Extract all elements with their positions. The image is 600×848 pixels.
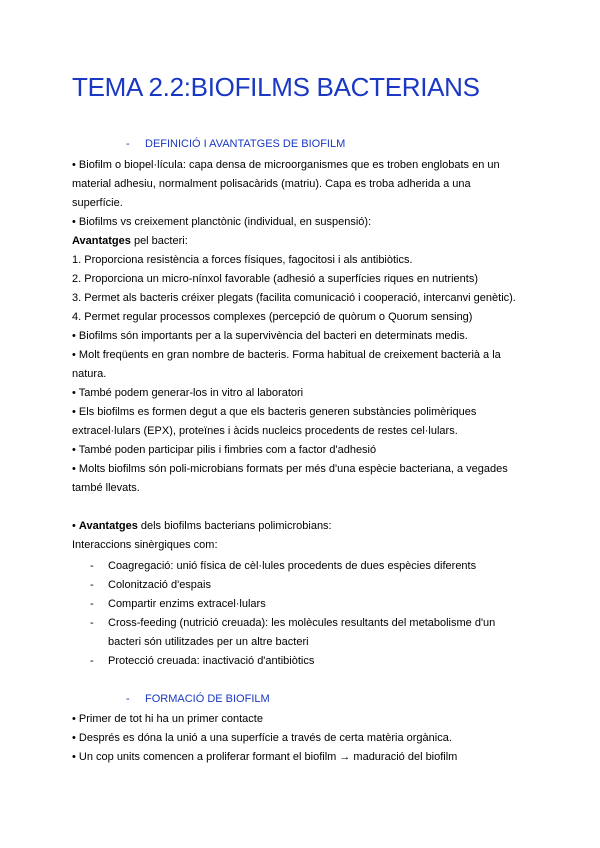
advantages-rest: pel bacteri: <box>130 235 188 247</box>
paragraph-line: extracel·lulars (EPX), proteïnes i àcids nucleics procedents de restes cel·lulars. <box>72 425 458 437</box>
paragraph-line: superfície. <box>72 197 123 209</box>
paragraph-line: • Molt freqüents en gran nombre de bacteris. Forma habitual de creixement bacterià a la <box>72 349 501 361</box>
section-heading-formation <box>126 693 270 705</box>
paragraph-line: • Després es dóna la unió a una superfície a través de certa matèria orgànica. <box>72 732 452 744</box>
paragraph-line: • Biofilms són importants per a la supervivència del bacteri en determinats medis. <box>72 330 468 342</box>
section-heading-text: DEFINICIÓ I AVANTATGES DE BIOFILM <box>145 138 346 150</box>
section-heading-text: FORMACIÓ DE BIOFILM <box>145 693 270 705</box>
numbered-item: 4. Permet regular processos complexes (percepció de quòrum o Quorum sensing) <box>72 311 473 323</box>
section-heading-definition <box>126 138 345 150</box>
sublist-item: Coagregació: unió física de cèl·lules procedents de dues espècies diferents <box>108 560 477 572</box>
page-title: TEMA 2.2:BIOFILMS BACTERIANS <box>72 72 480 102</box>
sublist-item-continuation: bacteri són utilitzades per un altre bacteri <box>108 636 309 648</box>
section-dash: - <box>126 138 130 150</box>
poly-advantages-line <box>72 517 332 536</box>
numbered-item: 2. Proporciona un micro-nínxol favorable (adhesió a superfícies riques en nutrients) <box>72 273 478 285</box>
advantages-bold-label: Avantatges <box>72 235 131 247</box>
list-dash: - <box>90 579 94 591</box>
list-dash: - <box>90 617 94 629</box>
paragraph-line: • Biofilms vs creixement planctònic (individual, en suspensió): <box>72 216 372 228</box>
sublist-item: Protecció creuada: inactivació d'antibiòtics <box>108 655 315 667</box>
sublist-item: Compartir enzims extracel·lulars <box>108 598 266 610</box>
numbered-item: 3. Permet als bacteris créixer plegats (facilita comunicació i cooperació, intercanvi genètic). <box>72 292 516 304</box>
paragraph-line: material adhesiu, normalment polisacàrids (matriu). Capa es troba adherida a una <box>72 178 471 190</box>
sublist-item: Cross-feeding (nutrició creuada): les molècules resultants del metabolisme d'un <box>108 617 496 629</box>
paragraph-line: • Els biofilms es formen degut a que els bacteris generen substàncies polimèriques <box>72 406 477 418</box>
paragraph-line: • També poden participar pilis i fimbries com a factor d'adhesió <box>72 444 377 456</box>
paragraph-line: • Un cop units comencen a proliferar formant el biofilm → maduració del biofilm <box>72 751 458 763</box>
paragraph-line: natura. <box>72 368 107 380</box>
poly-advantages-rest: dels biofilms bacterians polimicrobians: <box>137 520 332 532</box>
numbered-item: 1. Proporciona resistència a forces físiques, fagocitosi i als antibiòtics. <box>72 254 413 266</box>
section-dash: - <box>126 693 130 705</box>
paragraph-line: • També podem generar-los in vitro al laboratori <box>72 387 304 399</box>
poly-advantages-bold-label: Avantatges <box>78 520 138 532</box>
paragraph-line: • Molts biofilms són poli-microbians formats per més d'una espècie bacteriana, a vegades <box>72 463 508 475</box>
paragraph-line: • Biofilm o biopel·lícula: capa densa de microorganismes que es troben englobats en un <box>72 159 500 171</box>
list-dash: - <box>90 560 94 572</box>
advantages-line <box>72 232 188 251</box>
paragraph-line: també llevats. <box>72 482 140 494</box>
bullet: • <box>72 520 79 532</box>
paragraph-line: • Primer de tot hi ha un primer contacte <box>72 713 263 725</box>
interactions-line: Interaccions sinèrgiques com: <box>72 539 218 551</box>
list-dash: - <box>90 598 94 610</box>
sublist-item: Colonització d'espais <box>108 579 211 591</box>
list-dash: - <box>90 655 94 667</box>
